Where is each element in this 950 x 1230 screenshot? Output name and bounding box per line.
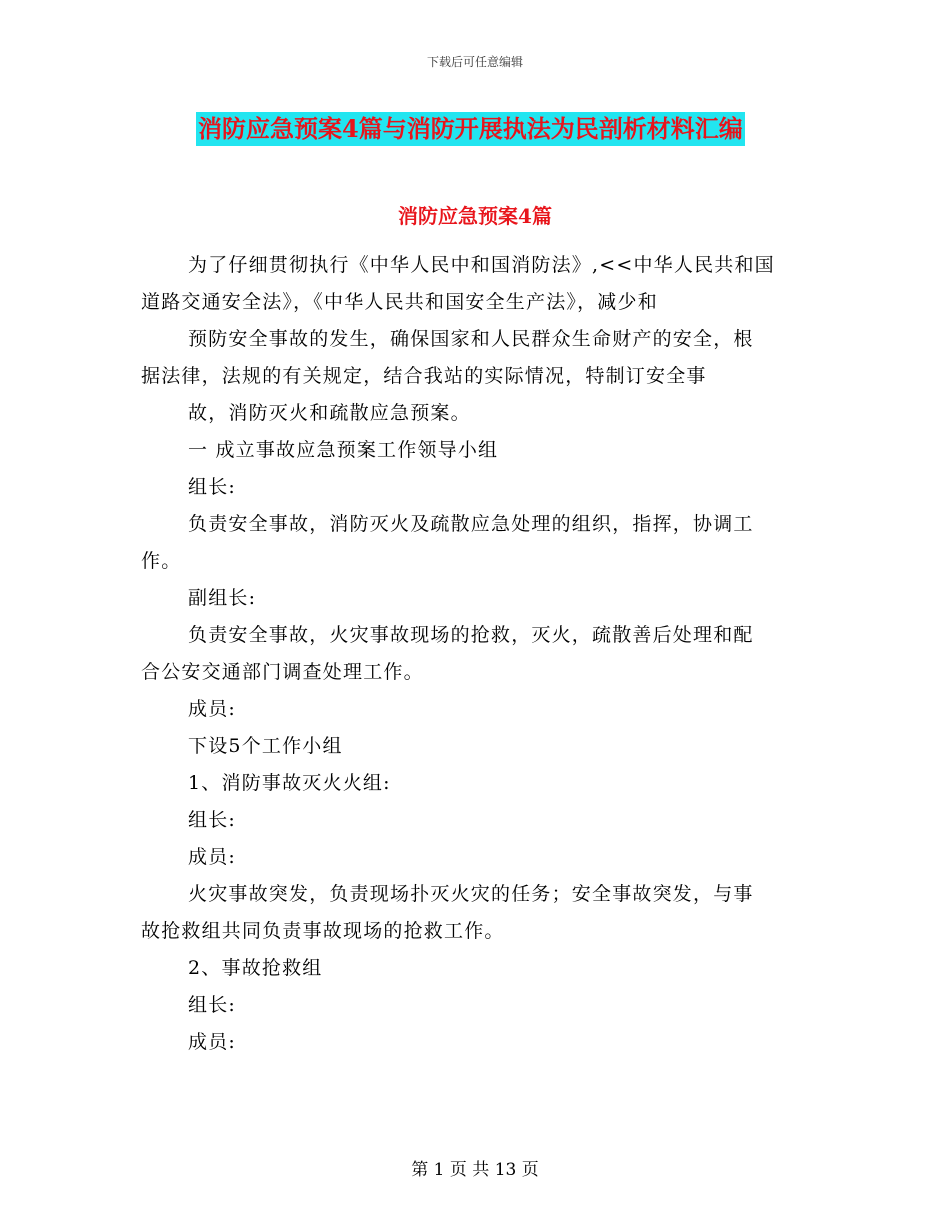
paragraph-line: 组长:: [188, 809, 237, 831]
paragraph-line: 组长:: [188, 994, 237, 1016]
paragraph-line: 火灾事故突发，负责现场扑灭火灾的任务；安全事故突发，与事: [188, 883, 754, 905]
paragraph-line: 成员:: [188, 846, 237, 868]
paragraph-line: 成员:: [188, 698, 237, 720]
paragraph-line: 成员:: [188, 1031, 237, 1053]
paragraph-line: 负责安全事故，火灾事故现场的抢救，灭火，疏散善后处理和配: [188, 624, 754, 646]
main-title-container: [196, 112, 745, 146]
section-title: 消防应急预案4篇: [398, 204, 552, 228]
paragraph-line: 负责安全事故，消防灭火及疏散应急处理的组织，指挥，协调工: [188, 513, 754, 535]
page-header-note: 下载后可任意编辑: [426, 55, 523, 69]
paragraph-line: 作。: [141, 550, 182, 572]
paragraph-line: 道路交通安全法》，《中华人民共和国安全生产法》，减少和: [141, 291, 658, 313]
paragraph-line: 1、消防事故灭火火组:: [188, 772, 391, 794]
paragraph-line: 合公安交通部门调查处理工作。: [141, 661, 424, 683]
paragraph-line: 组长:: [188, 476, 237, 498]
paragraph-line: 副组长:: [188, 587, 257, 609]
paragraph-line: 预防安全事故的发生，确保国家和人民群众生命财产的安全，根: [188, 328, 754, 350]
paragraph-line: 下设5个工作小组: [188, 735, 343, 757]
paragraph-line: 故抢救组共同负责事故现场的抢救工作。: [141, 920, 505, 942]
page-footer: 第 1 页 共 13 页: [411, 1160, 539, 1180]
paragraph-line: 2、事故抢救组: [188, 957, 323, 979]
paragraph-line: 为了仔细贯彻执行《中华人民中和国消防法》,<<中华人民共和国: [188, 254, 775, 276]
paragraph-line: 据法律，法规的有关规定，结合我站的实际情况，特制订安全事: [141, 365, 707, 387]
main-title: 消防应急预案4篇与消防开展执法为民剖析材料汇编: [196, 112, 745, 146]
paragraph-line: 故，消防灭火和疏散应急预案。: [188, 402, 471, 424]
section-heading: 一 成立事故应急预案工作领导小组: [188, 439, 499, 461]
